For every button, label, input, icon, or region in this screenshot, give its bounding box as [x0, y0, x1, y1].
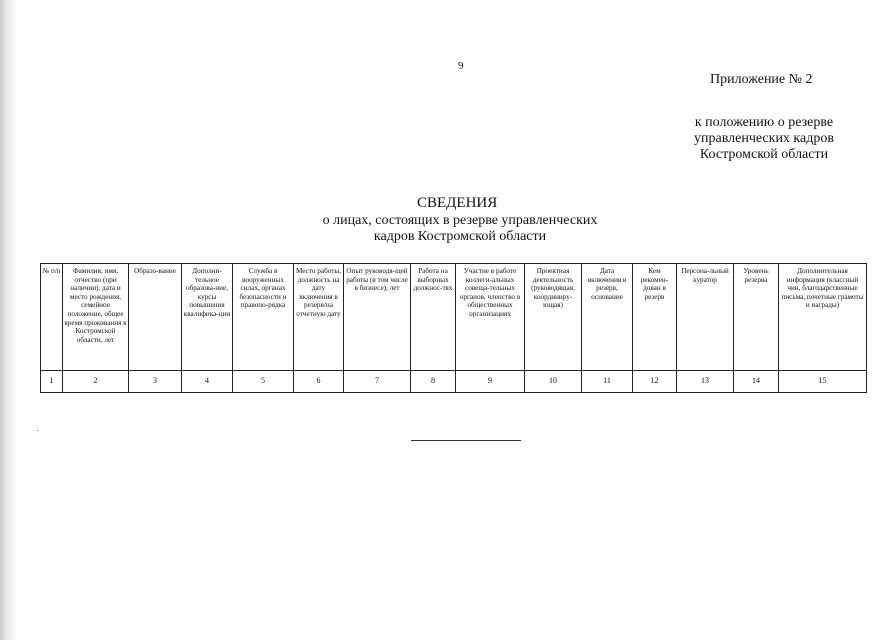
column-number: 5 — [233, 371, 294, 393]
column-number: 6 — [294, 371, 344, 393]
column-header: Работа на выборных должнос-тях — [411, 264, 456, 371]
appendix-title: Приложение № 2 — [710, 72, 813, 87]
appendix-subtitle-line: Костромской области — [699, 147, 829, 162]
column-number: 2 — [63, 371, 129, 393]
column-number: 13 — [677, 371, 734, 393]
column-number: 10 — [525, 371, 582, 393]
column-header: Участие в работе коллеги-альных совеща-тельных органов, членство в общественных организациях — [456, 264, 525, 371]
column-number-row — [41, 371, 867, 393]
column-number: 15 — [779, 371, 867, 393]
column-header: Проектная деятельность (руководящая, координиру-ющая) — [525, 264, 582, 371]
column-number: 11 — [582, 371, 633, 393]
appendix-subtitle-line: к положению о резерве — [694, 115, 834, 130]
column-number: 9 — [456, 371, 525, 393]
column-header: Уровень резерва — [734, 264, 779, 371]
scan-speck — [37, 430, 38, 431]
column-header: Дополнительная информация (классный чин, благодарственные письма, почетные грамоты и награды) — [779, 264, 867, 371]
appendix-subtitle-line: управленческих кадров — [694, 131, 834, 146]
table-header-row — [41, 264, 867, 371]
document-title: СВЕДЕНИЯ — [417, 195, 498, 211]
column-header: Служба в вооруженных силах, органах безопасности и правопо-рядка — [233, 264, 294, 371]
column-header: Опыт руководя-щей работы (в том числе в бизнесе), лет — [344, 264, 411, 371]
column-number: 14 — [734, 371, 779, 393]
closing-rule — [411, 440, 521, 441]
column-number: 4 — [182, 371, 233, 393]
column-number: 7 — [344, 371, 411, 393]
document-subtitle-line: кадров Костромской области — [373, 229, 547, 244]
column-header: № п/п — [41, 264, 63, 371]
column-header: Образо-вание — [129, 264, 182, 371]
column-number: 1 — [41, 371, 63, 393]
column-header: Кем рекомен-дован в резерв — [633, 264, 677, 371]
column-header: Персона-льный куратор — [677, 264, 734, 371]
column-header: Место работы, должность на дату включения в резерв/на отчетную дату — [294, 264, 344, 371]
column-header: Дополни-тельное образова-ние, курсы повышения квалифика-ции — [182, 264, 233, 371]
column-header: Дата включения в резерв, основание — [582, 264, 633, 371]
column-number: 12 — [633, 371, 677, 393]
document-subtitle-line: о лицах, состоящих в резерве управленческих — [322, 213, 598, 228]
column-header: Фамилия, имя, отчество (при наличии), дата и место рождения, семейное положение, общее время проживания в Костромской области, лет — [63, 264, 129, 371]
column-number: 3 — [129, 371, 182, 393]
page-number: 9 — [458, 60, 464, 72]
appendix-subtitle — [676, 115, 852, 163]
document-subtitle — [290, 213, 630, 245]
column-number: 8 — [411, 371, 456, 393]
reserve-table — [40, 263, 867, 393]
scan-left-edge — [0, 0, 18, 640]
